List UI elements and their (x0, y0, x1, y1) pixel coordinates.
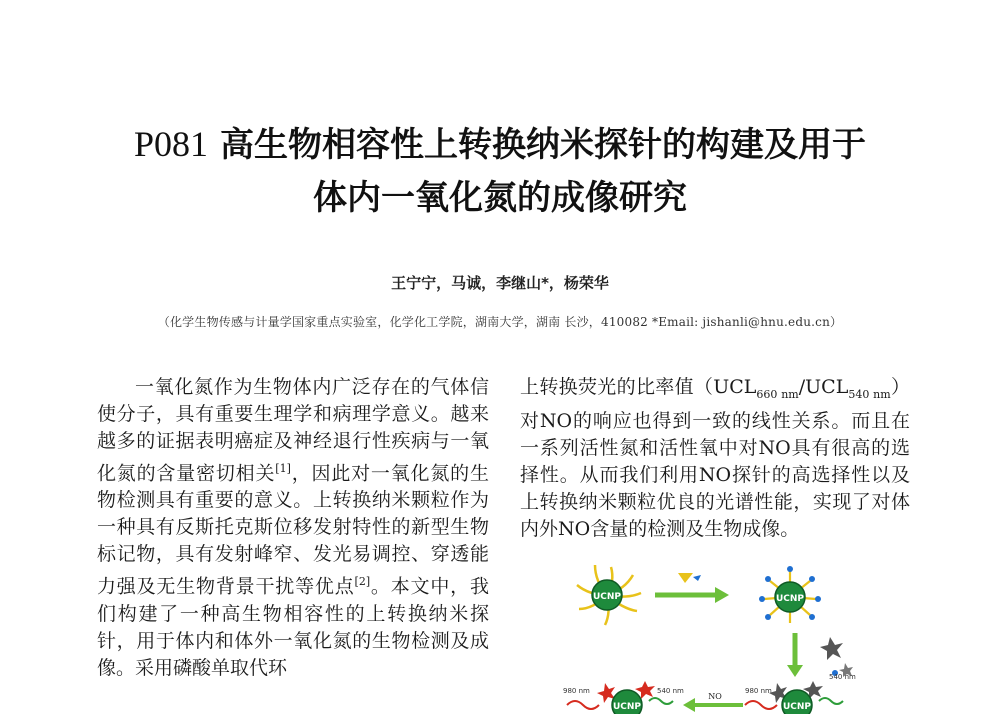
body-left-text-1: 一氧化氮作为生物体内广泛存在的气体信使分子，具有重要生理学和病理学意义。越来越多的证据表明癌症及神经退行性疾病与一氧化氮的含量密切相关 (97, 376, 489, 485)
wavelength-980-right: 980 nm (745, 687, 772, 695)
paper-title-line2: 体内一氧化氮的成像研究 (313, 178, 687, 218)
ucnp-particle-emission-right (745, 673, 856, 714)
body-left-text-3: 。本文中，我们构建了一种高生物相容性的上转换纳米探针，用于体内和体外一氧化氮的生物检测及成像。采用磷酸单取代环 (97, 575, 489, 679)
reaction-arrow-right (655, 587, 729, 603)
dye-molecule-icon (678, 573, 701, 583)
wavelength-980-left: 980 nm (563, 687, 590, 695)
title-line1-text: 高生物相容性上转换纳米探针的构建及用于 (220, 125, 867, 165)
paper-id: P081 (133, 124, 209, 164)
reaction-arrow-left (683, 692, 743, 712)
body-left-text-2: ，因此对一氧化氮的生物检测具有重要的意义。上转换纳米颗粒作为一种具有反斯托克斯位移发射特性的新型生物标记物，具有发射峰窄、发光易调控、穿透能力强及无生物背景干扰等优点 (97, 462, 489, 598)
reaction-arrow-down (787, 633, 803, 677)
body-right-text-2: ）对NO的响应也得到一致的线性关系。而且在一系列活性氮和活性氧中对NO具有很高的选择性。从而我们利用NO探针的高选择性以及上转换纳米颗粒优良的光谱性能，实现了对体内外NO含量的检测及生物成像。 (520, 376, 910, 540)
no-arrow-label: NO (708, 692, 722, 701)
paper-title-line1 (134, 125, 866, 165)
ucnp-label-1: UCNP (592, 592, 622, 602)
ucl-ratio-slash: /UCL (798, 376, 849, 398)
ucnp-label-2: UCNP (775, 594, 805, 604)
ucnp-label-3: UCNP (612, 702, 642, 712)
subscript-540: 540 nm (848, 387, 891, 401)
ucnp-label-4: UCNP (782, 702, 812, 712)
body-right-text-1: 上转换荧光的比率值（UCL (520, 376, 757, 398)
ucnp-particle-functionalized (759, 566, 821, 623)
reactive-species-icon (820, 637, 853, 677)
body-right-column (520, 374, 910, 543)
reference-2: [2] (354, 575, 371, 589)
affiliation: （化学生物传感与计量学国家重点实验室，化学化工学院，湖南大学，湖南 长沙，410082 *Email: jishanli@hnu.edu.cn） (157, 315, 843, 329)
author-list: 王宁宁，马诚，李继山*，杨荣华 (391, 274, 609, 292)
paper-title (0, 118, 1000, 225)
wavelength-540-right: 540 nm (829, 673, 856, 681)
wavelength-540-left: 540 nm (657, 687, 684, 695)
ucnp-particle-emission-left (563, 681, 684, 714)
probe-schematic-figure (545, 555, 885, 714)
body-left-column (97, 374, 489, 682)
reference-1: [1] (275, 462, 291, 475)
subscript-660: 660 nm (756, 387, 799, 401)
ucnp-particle-bare (577, 565, 641, 625)
